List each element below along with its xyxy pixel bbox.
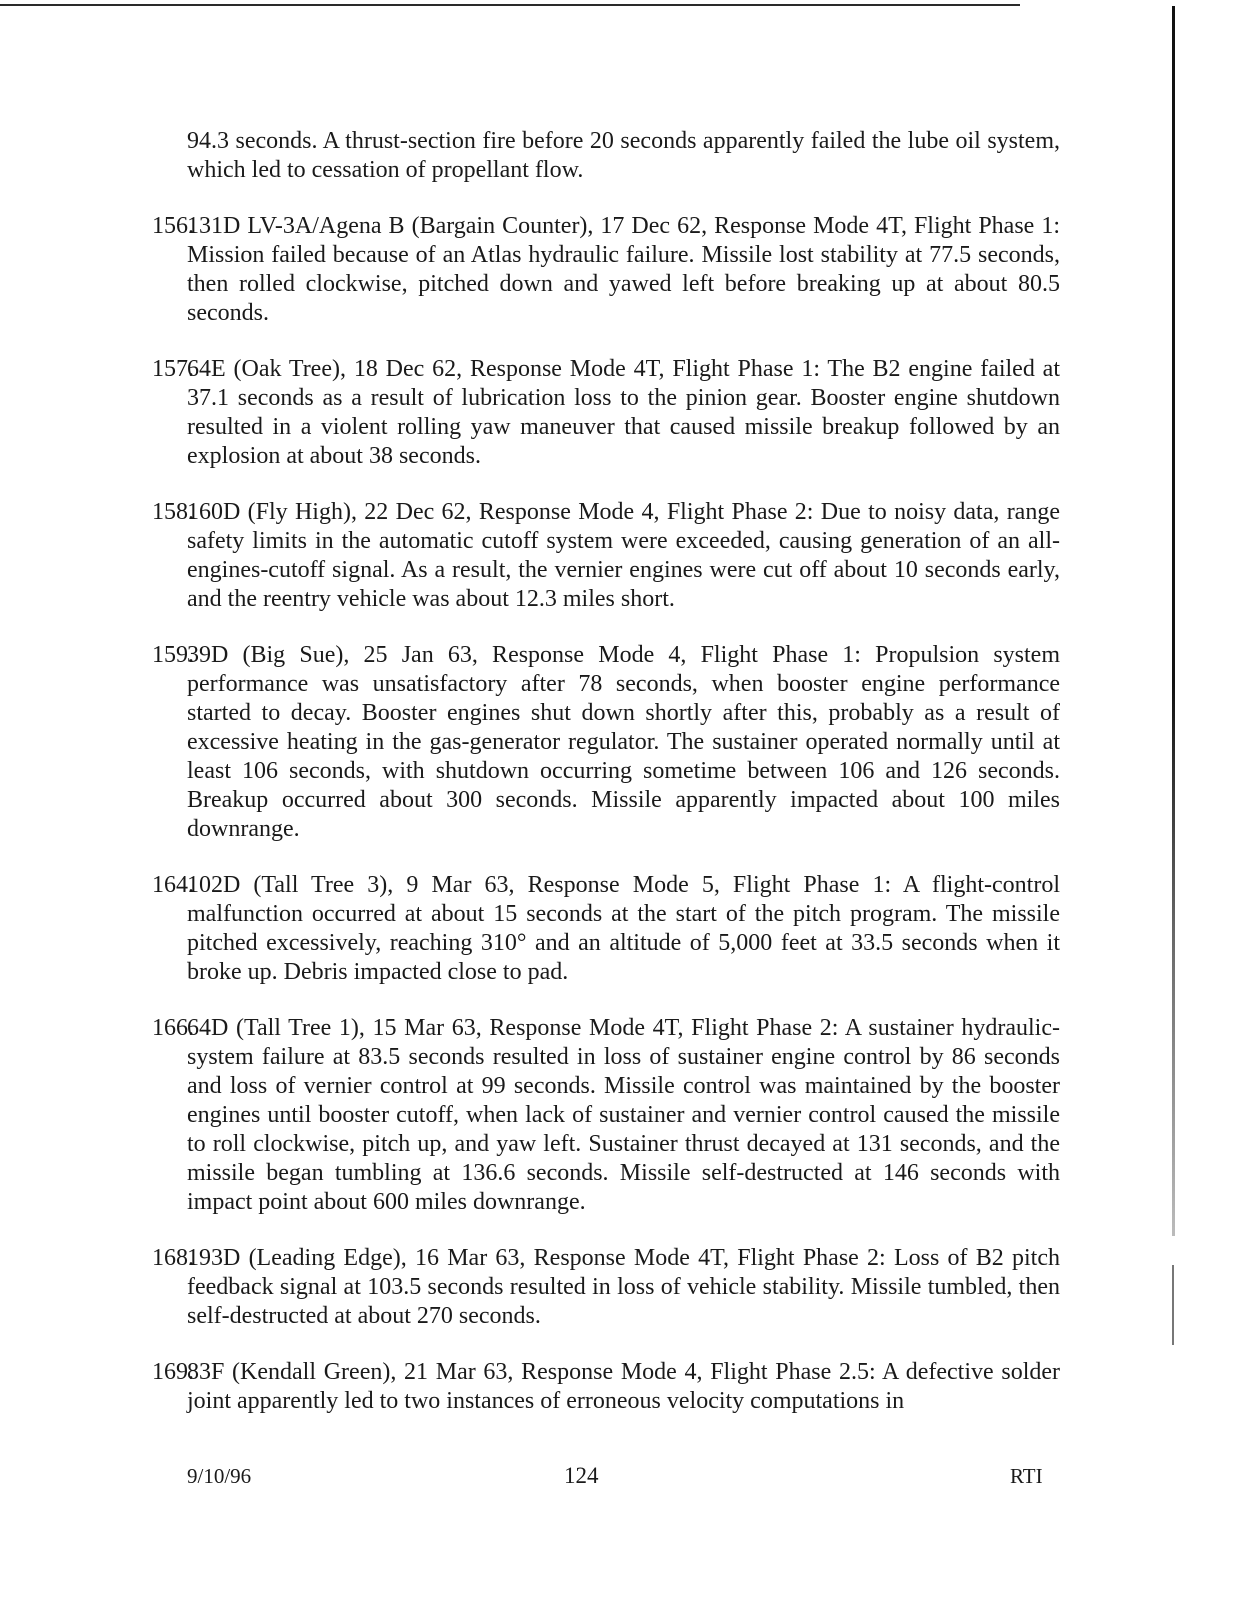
- item-number: 158.: [152, 499, 194, 525]
- item-number: 169.: [152, 1359, 194, 1385]
- item-text: 193D (Leading Edge), 16 Mar 63, Response Mode 4T, Flight Phase 2: Loss of B2 pitch feedback signal at 103.5 seconds resulted in loss of vehicle stability. Missile tumbled, then self-destructed at about 270 seconds.: [187, 1245, 1060, 1329]
- page-number: 124: [564, 1463, 599, 1488]
- list-item: [152, 355, 1060, 471]
- footer-date: 9/10/96: [187, 1464, 252, 1488]
- item-text: 83F (Kendall Green), 21 Mar 63, Response Mode 4, Flight Phase 2.5: A defective solder joint apparently led to two instances of erroneous velocity computations in: [187, 1359, 1060, 1414]
- item-text: 64E (Oak Tree), 18 Dec 62, Response Mode 4T, Flight Phase 1: The B2 engine failed at 37.1 seconds as a result of lubrication loss to the pinion gear. Booster engine shutdown resulted in a violent rolling yaw maneuver that caused missile breakup followed by an explosion at about 38 seconds.: [187, 356, 1060, 469]
- footer-organization: RTI: [1010, 1464, 1043, 1488]
- list-item: [152, 641, 1060, 844]
- list-item: [152, 871, 1060, 987]
- list-item: [152, 1014, 1060, 1217]
- page-body: [152, 127, 1060, 1443]
- list-item: [152, 498, 1060, 614]
- scan-edge-line-lower: [1172, 1265, 1174, 1345]
- item-number: 164.: [152, 872, 194, 898]
- item-number: 157.: [152, 356, 194, 382]
- list-item: [152, 1244, 1060, 1331]
- item-number: 159.: [152, 642, 194, 668]
- item-text: 102D (Tall Tree 3), 9 Mar 63, Response Mode 5, Flight Phase 1: A flight-control malfunction occurred at about 15 seconds at the start of the pitch program. The missile pitched excessively, reaching 310° and an altitude of 5,000 feet at 33.5 seconds when it broke up. Debris impacted close to pad.: [187, 872, 1060, 985]
- list-item: [152, 1358, 1060, 1416]
- item-number: 156.: [152, 213, 194, 239]
- item-text: 64D (Tall Tree 1), 15 Mar 63, Response Mode 4T, Flight Phase 2: A sustainer hydraulic-system failure at 83.5 seconds resulted in loss of sustainer engine control by 86 seconds and loss of vernier control at 99 seconds. Missile control was maintained by the booster engines until booster cutoff, when lack of sustainer and vernier control caused the missile to roll clockwise, pitch up, and yaw left. Sustainer thrust decayed at 131 seconds, and the missile began tumbling at 136.6 seconds. Missile self-destructed at 146 seconds with impact point about 600 miles downrange.: [187, 1015, 1060, 1215]
- item-text: 131D LV-3A/Agena B (Bargain Counter), 17 Dec 62, Response Mode 4T, Flight Phase 1: Mission failed because of an Atlas hydraulic failure. Missile lost stability at 77.5 seconds, then rolled clockwise, pitched down and yawed left before breaking up at about 80.5 seconds.: [187, 213, 1060, 326]
- item-number: 166.: [152, 1015, 194, 1041]
- item-text: 39D (Big Sue), 25 Jan 63, Response Mode 4, Flight Phase 1: Propulsion system performance was unsatisfactory after 78 seconds, when booster engine performance started to decay. Booster engines shut down shortly after this, probably as a result of excessive heating in the gas-generator regulator. The sustainer operated normally until at least 106 seconds, with shutdown occurring sometime between 106 and 126 seconds. Breakup occurred about 300 seconds. Missile apparently impacted about 100 miles downrange.: [187, 642, 1060, 842]
- continuation-paragraph: 94.3 seconds. A thrust-section fire before 20 seconds apparently failed the lube oil system, which led to cessation of propellant flow.: [187, 128, 1060, 183]
- list-item: [152, 212, 1060, 328]
- item-number: 168.: [152, 1245, 194, 1271]
- top-rule: [0, 4, 1020, 6]
- item-text: 160D (Fly High), 22 Dec 62, Response Mode 4, Flight Phase 2: Due to noisy data, range safety limits in the automatic cutoff system were exceeded, causing generation of an all-engines-cutoff signal. As a result, the vernier engines were cut off about 10 seconds early, and the reentry vehicle was about 12.3 miles short.: [187, 499, 1060, 612]
- scan-edge-line: [1172, 6, 1175, 1236]
